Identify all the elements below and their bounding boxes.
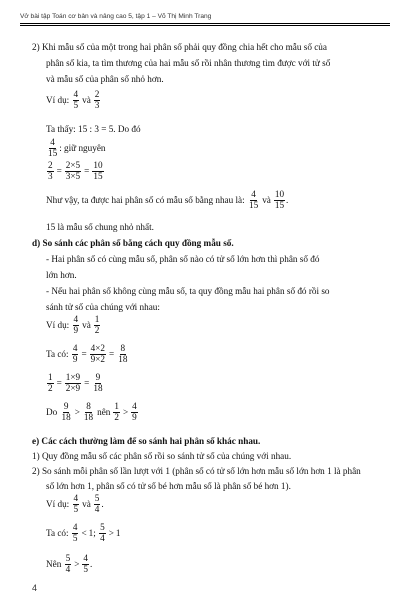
item2-line3: và mẫu số của phân số nhỏ hơn. (46, 74, 164, 84)
fraction: $\frac{4}{9}$ (72, 343, 78, 364)
section-d-bullet1b: lớn hơn. (46, 270, 77, 280)
fraction: 4 5 (72, 522, 78, 543)
header-rule (20, 23, 390, 24)
item2-example: Ví dụ: 4 5 và 2 3 (46, 89, 100, 110)
section-d-example: Ví dụ: 4 9 và 1 2 (46, 314, 100, 335)
fraction: 2 3 (94, 89, 100, 110)
item2-line2: phân số kia, ta tìm thương của hai mẫu số rồi nhân thương tìm được với tử số (46, 58, 331, 68)
item2-calc: $\frac{2}{3}$ = $\frac{2\times 5}{3\times 5}$ = $\frac{10}{15}$ (48, 160, 103, 181)
fraction: $\frac{1}{2}$ (48, 372, 53, 393)
section-e-example: Ví dụ: 4 5 và 5 4 . (46, 493, 104, 514)
section-d-compare: Do 9 18 > 8 18 nên 1 2 > 4 9 (46, 401, 137, 422)
fraction: 4 9 (132, 401, 137, 422)
fraction: 4 9 (73, 314, 79, 335)
fraction: $\frac{2}{3}$ (48, 160, 53, 181)
section-d-bullet2a: - Nếu hai phân số không cùng mẫu số, ta quy đồng mẫu hai phân số đó rồi so (46, 286, 330, 296)
fraction: 5 4 (65, 553, 71, 574)
fraction: $\frac{9}{18}$ (93, 372, 103, 393)
section-d-bullet2b: sánh tử số của chúng với nhau: (46, 302, 160, 312)
fraction: 4 15 (249, 189, 259, 210)
running-header: Vở bài tập Toán cơ bản và nâng cao 5, tập 1 – Võ Thị Minh Trang (20, 13, 212, 20)
fraction: $\frac{2\times 5}{3\times 5}$ (65, 160, 81, 181)
fraction: $\frac{1\times 9}{2\times 9}$ (65, 372, 81, 393)
section-e-item1: 1) Quy đồng mẫu số các phân số rồi so sánh tử số của chúng với nhau. (32, 451, 292, 461)
section-e-item2b: số lớn hơn 1, phân số có tử số bé hơn mẫu số là phân số bé hơn 1). (46, 481, 291, 491)
section-e-have: Ta có: 4 5 < 1; 5 4 > 1 (46, 522, 121, 543)
fraction: $\frac{8}{18}$ (118, 343, 128, 364)
fraction: 5 4 (100, 522, 105, 543)
section-d-bullet1a: - Hai phân số có cùng mẫu số, phân số nào có tử số lớn hơn thì phân số đó (46, 254, 320, 264)
fraction: 5 4 (94, 493, 100, 514)
fraction: $\frac{4\times 2}{9\times 2}$ (90, 343, 106, 364)
item2-line1: 2) Khi mẫu số của một trong hai phân số phải quy đồng chia hết cho mẫu số của (32, 42, 327, 52)
item2-keep: 4 15 : giữ nguyên (48, 137, 106, 158)
fraction: 4 15 (48, 137, 58, 158)
item2-conclusion: Như vậy, ta được hai phân số có mẫu số bằng nhau là: 4 15 và 10 15 . (46, 189, 289, 210)
fraction: 4 5 (73, 493, 79, 514)
section-d-calc1: Ta có: $\frac{4}{9}$ = $\frac{4\times 2}{9\times 2}$ = $\frac{8}{18}$ (46, 343, 128, 364)
example-label: Ví dụ: (46, 95, 70, 106)
fraction: $\frac{10}{15}$ (93, 160, 103, 181)
fraction: 1 2 (94, 314, 100, 335)
fraction: 4 5 (73, 89, 79, 110)
item2-common: 15 là mẫu số chung nhỏ nhất. (46, 222, 154, 232)
section-e-item2a: 2) So sánh mỗi phân số lần lượt với 1 (phân số có tử số lớn hơn mẫu số lớn hơn 1 là phân (32, 466, 361, 476)
page-number: 4 (32, 583, 38, 593)
section-d-calc2: $\frac{1}{2}$ = $\frac{1\times 9}{2\times 9}$ = $\frac{9}{18}$ (48, 372, 103, 393)
fraction: 1 2 (114, 401, 119, 422)
fraction: 4 5 (83, 553, 88, 574)
section-e-title: e) Các cách thường làm để so sánh hai phân số khác nhau. (32, 436, 261, 446)
fraction: 9 18 (61, 401, 71, 422)
item2-see: Ta thấy: 15 : 3 = 5. Do đó (46, 124, 141, 134)
header-rule-second (20, 25, 390, 26)
fraction: 10 15 (274, 189, 285, 210)
section-d-title: d) So sánh các phân số bằng cách quy đồng mẫu số. (32, 238, 234, 248)
fraction: 8 18 (83, 401, 94, 422)
section-e-result: Nên 5 4 > 4 5 . (46, 553, 93, 574)
